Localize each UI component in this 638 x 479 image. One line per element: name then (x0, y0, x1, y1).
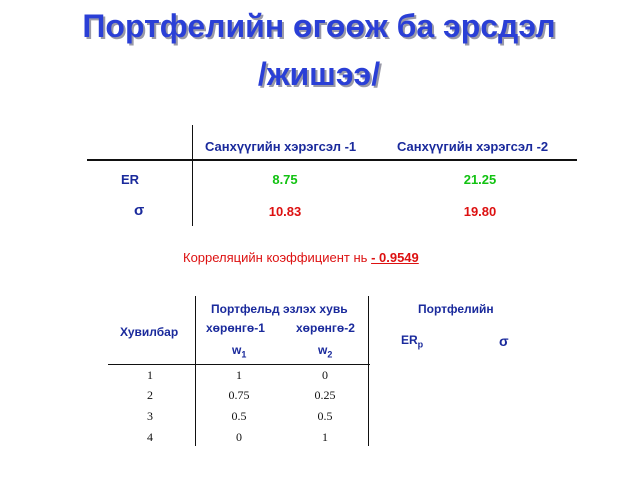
correlation-value: - 0.9549 (371, 250, 419, 265)
slide-subtitle: /жишээ/ (257, 56, 381, 92)
variant-number: 1 (147, 368, 153, 382)
variant-number: 4 (147, 430, 153, 444)
sigma-value-instrument-1: 10.83 (268, 204, 302, 219)
er-value-instrument-2: 21.25 (463, 172, 497, 187)
w1-value: 0.75 (228, 388, 250, 402)
w1-header: $w_1$ (232, 343, 247, 360)
table2-header-divider (108, 364, 370, 365)
weights-group-header: Портфельд эзлэх хувь (211, 302, 348, 316)
er-value-instrument-1: 8.75 (272, 172, 298, 187)
variant-number: 3 (147, 409, 153, 423)
erp-header: $ER_p$ (401, 333, 424, 350)
slide-title: Портфелийн өгөөж ба эрсдэл (82, 8, 556, 44)
sigma-header: σ (499, 333, 509, 349)
correlation-label: Корреляцийн коэффициент нь (183, 250, 368, 265)
w2-value: 0 (322, 368, 328, 382)
row-label-sigma: σ (134, 202, 145, 219)
column-header-instrument-2: Санхүүгийн хэрэгсэл -2 (397, 139, 549, 154)
asset-2-header: хөрөнгө-2 (296, 321, 355, 335)
table-vertical-divider (192, 125, 193, 226)
table2-left-divider (195, 296, 196, 446)
w2-header: $w_2$ (318, 343, 333, 360)
table2-right-divider (368, 296, 369, 446)
w1-value: 1 (236, 368, 242, 382)
w1-value: 0 (236, 430, 242, 444)
variant-header: Хувилбар (120, 325, 179, 339)
asset-1-header: хөрөнгө-1 (206, 321, 265, 335)
w2-value: 1 (322, 430, 328, 444)
w2-value: 0.5 (317, 409, 333, 423)
sigma-value-instrument-2: 19.80 (463, 204, 497, 219)
column-header-instrument-1: Санхүүгийн хэрэгсэл -1 (205, 139, 357, 154)
table-header-divider (87, 159, 577, 161)
variant-number: 2 (147, 388, 153, 402)
w2-value: 0.25 (314, 388, 336, 402)
row-label-er: ER (121, 172, 140, 187)
w1-value: 0.5 (231, 409, 247, 423)
correlation-statement (183, 250, 419, 265)
portfolio-group-header: Портфелийн (418, 302, 494, 316)
